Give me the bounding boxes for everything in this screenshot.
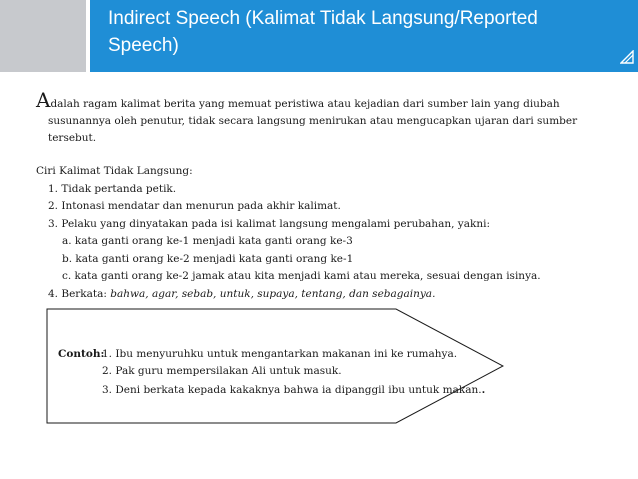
ciri-subitem-a: a. kata ganti orang ke-1 menjadi kata ganti orang ke-3 (62, 235, 353, 247)
intro-paragraph (36, 88, 616, 147)
ciri-item-4-words: bahwa, agar, sebab, untuk, supaya, tentang, dan sebagainya. (110, 287, 436, 300)
ciri-item-4-prefix: 4. Berkata: (48, 287, 111, 300)
example-item-3-period: . (481, 384, 486, 396)
example-label: Contoh: (58, 348, 105, 360)
ciri-item-2: 2. Intonasi mendatar dan menurun pada akhir kalimat. (48, 200, 341, 212)
ciri-subitem-c: c. kata ganti orang ke-2 jamak atau kita menjadi kami atau mereka, sesuai dengan isinya. (62, 270, 541, 282)
intro-line-1: dalah ragam kalimat berita yang memuat peristiwa atau kejadian dari sumber lain yang diubah (50, 98, 560, 110)
slide-title: Indirect Speech (Kalimat Tidak Langsung/Reported Speech) (108, 8, 538, 56)
intro-dropcap: A (36, 88, 51, 112)
ciri-list (36, 163, 616, 303)
expand-corner-icon (620, 50, 634, 64)
intro-line-3: tersebut. (48, 132, 97, 144)
ciri-subitem-b: b. kata ganti orang ke-2 menjadi kata ganti orang ke-1 (62, 252, 354, 265)
intro-line-2: susunannya oleh penutur, tidak secara langsung menirukan atau mengucapkan ujaran dari sumber (48, 115, 578, 127)
ciri-item-1: 1. Tidak pertanda petik. (48, 182, 177, 195)
ciri-item-4 (36, 286, 616, 304)
ciri-heading: Ciri Kalimat Tidak Langsung: (36, 165, 193, 177)
example-item-1: 1. Ibu menyuruhku untuk mengantarkan makanan ini ke rumahya. (102, 348, 458, 360)
header-side-block (0, 0, 86, 72)
example-item-2: 2. Pak guru mempersilakan Ali untuk masuk. (102, 365, 342, 377)
example-item-3-text: 3. Deni berkata kepada kakaknya bahwa ia dipanggil ibu untuk makan. (102, 384, 482, 396)
header-title-bar (90, 0, 638, 72)
example-item-3 (102, 382, 485, 399)
ciri-item-3: 3. Pelaku yang dinyatakan pada isi kalimat langsung mengalami perubahan, yakni: (48, 217, 490, 230)
